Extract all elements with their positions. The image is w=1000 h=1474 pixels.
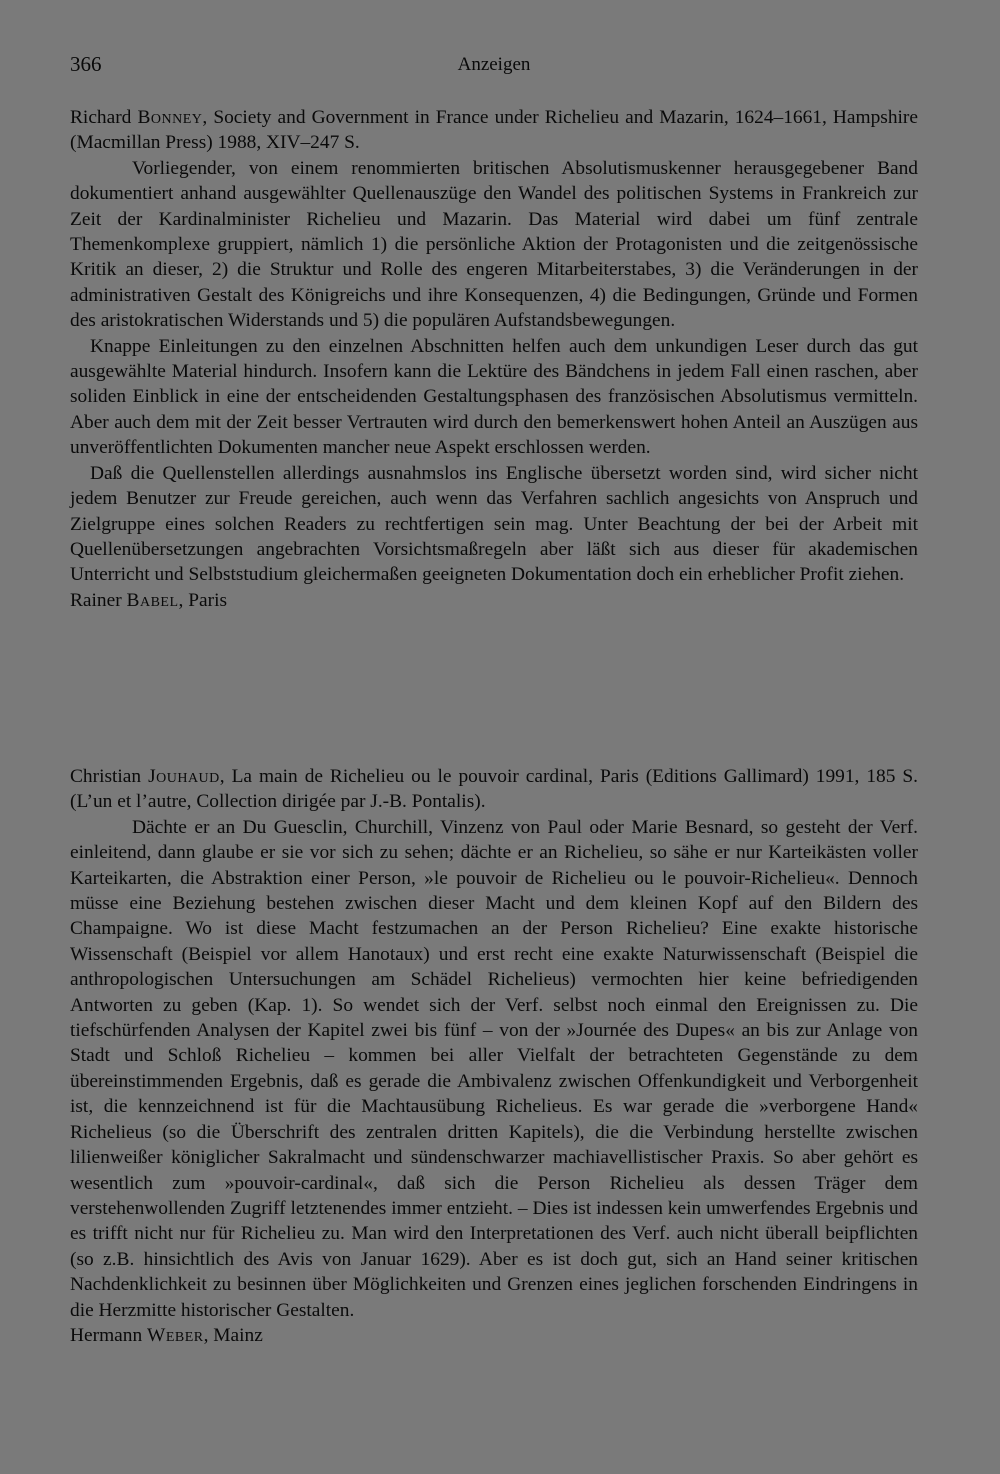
review-citation (70, 764, 918, 815)
review-paragraph: Dächte er an Du Guesclin, Churchill, Vinzenz von Paul oder Marie Besnard, so gesteht der Verf. einleitend, dann glaube er sie vor sich zu sehen; dächte er an Richelieu, so sähe er nur Karteikästen voller Karteikarten, die Abstraktion einer Person, »le pouvoir de Richelieu ou le pouvoir-Richelieu«. Dennoch müsse eine Beziehung bestehen zwischen dieser Macht und dem kleinen Kopf auf den Bildern des Champaigne. Wo ist diese Macht festzumachen an der Person Richelieu? Eine exakte historische Wissenschaft (Beispiel vor allem Hanotaux) und erst recht eine exakte Naturwissenschaft (Beispiel die anthropologischen Untersuchungen am Schädel Richelieus) vermochten hier keine befriedigenden Antworten zu geben (Kap. 1). So wendet sich der Verf. selbst noch einmal den Ereignissen zu. Die tiefschürfenden Analysen der Kapitel zwei bis fünf – von der »Journée des Dupes« an bis zur Anlage von Stadt und Schloß Richelieu – kommen bei aller Vielfalt der betrachteten Gegenstände zu dem übereinstimmenden Ergebnis, daß es gerade die Ambivalenz zwischen Offenkundigkeit und Verborgenheit ist, die kennzeichnend ist für die Machtausübung Richelieus. Es war gerade die »verborgene Hand« Richelieus (so die Überschrift des zentralen dritten Kapitels), die die Verbindung herstellte zwischen lilienweißer königlicher Sakralmacht und sündenschwarzer machiavellistischer Praxis. So aber gehört es wesentlich zum »pouvoir-cardinal«, daß sich die Person Richelieu als dessen Träger dem verstehenwollenden Zugriff letztenendes immer entzieht. – Dies ist indessen kein umwerfendes Ergebnis und es trifft nicht nur für Richelieu zu. Man wird den Interpretationen des Verf. auch nicht überall beipflichten (so z.B. hinsichtlich des Avis von Januar 1629). Aber es ist doch gut, sich an Hand seiner kritischen Nachdenklichkeit zu besinnen über Möglichkeiten und Grenzen eines jeglichen forschenden Eindringens in die Herzmitte historischer Gestalten. (70, 816, 918, 1321)
review-paragraph: Knappe Einleitungen zu den einzelnen Abschnitten helfen auch dem unkundigen Leser durch das gut ausgewählte Material hindurch. Insofern kann die Lektüre des Bändchens in jedem Fall einen raschen, aber soliden Einblick in eine der entscheidenden Gestaltungsphasen des französischen Absolutismus vermitteln. Aber auch dem mit der Zeit besser Vertrauten wird durch den bemerkenswert hohen Anteil an Auszügen aus unveröffentlichten Dokumenten mancher neue Aspekt erschlossen werden. (70, 335, 918, 459)
review-paragraph: Vorliegender, von einem renommierten britischen Absolutismuskenner herausgegebener Band dokumentiert anhand ausgewählter Quellenauszüge den Wandel des politischen Systems in Frankreich zur Zeit der Kardinalminister Richelieu und Mazarin. Das Material wird dabei um fünf zentrale Themenkomplexe gruppiert, nämlich 1) die persönliche Aktion der Protagonisten und die zeitgenössische Kritik an dieser, 2) die Struktur und Rolle des engeren Mitarbeiterstabes, 3) die Veränderungen in der administrativen Gestalt des Königreichs und ihre Konsequenzen, 4) die Bedingungen, Gründe und Formen des aristokratischen Widerstands und 5) die populären Aufstandsbewegungen. (70, 157, 918, 332)
review-jouhaud (70, 764, 918, 1348)
review-bonney (70, 105, 918, 613)
review-citation (70, 105, 918, 156)
author-last-name: Bonney (137, 107, 203, 128)
author-last-name: Jouhaud (148, 766, 220, 787)
reviewer-signature (70, 1323, 918, 1348)
reviewer-last-name: Weber (147, 1324, 204, 1346)
reviewer-first-name: Hermann (70, 1324, 143, 1346)
author-first-name: Christian (70, 766, 142, 787)
page-number: 366 (70, 52, 102, 76)
citation-details: , Society and Government in France under Richelieu and Mazarin, 1624–1661, Hampshire (Macmillan Press) 1988, XIV–247 S. (70, 107, 918, 154)
author-first-name: Richard (70, 107, 132, 128)
reviewer-signature (70, 588, 918, 613)
page-header (70, 52, 918, 80)
citation-details: , La main de Richelieu ou le pouvoir cardinal, Paris (Editions Gallimard) 1991, 185 S. (L’un et l’autre, Collection dirigée par J.-B. Pontalis). (70, 766, 918, 813)
reviewer-last-name: Babel (126, 589, 179, 611)
review-paragraph: Daß die Quellenstellen allerdings ausnahmslos ins Englische übersetzt worden sind, wird sicher nicht jedem Benutzer zur Freude gereichen, auch wenn das Verfahren sachlich angesichts von Anspruch und Zielgruppe eines solchen Readers zu rechtfertigen sein mag. Unter Beachtung der bei der Arbeit mit Quellenübersetzungen angebrachten Vorsichtsmaßregeln aber läßt sich aus dieser für akademischen Unterricht und Selbststudium gleichermaßen geeigneten Dokumentation doch ein erheblicher Profit ziehen. (70, 462, 918, 586)
reviewer-place: , Paris (178, 589, 228, 611)
reviewer-place: , Mainz (203, 1324, 263, 1346)
running-head: Anzeigen (457, 54, 531, 75)
reviewer-first-name: Rainer (70, 589, 122, 611)
